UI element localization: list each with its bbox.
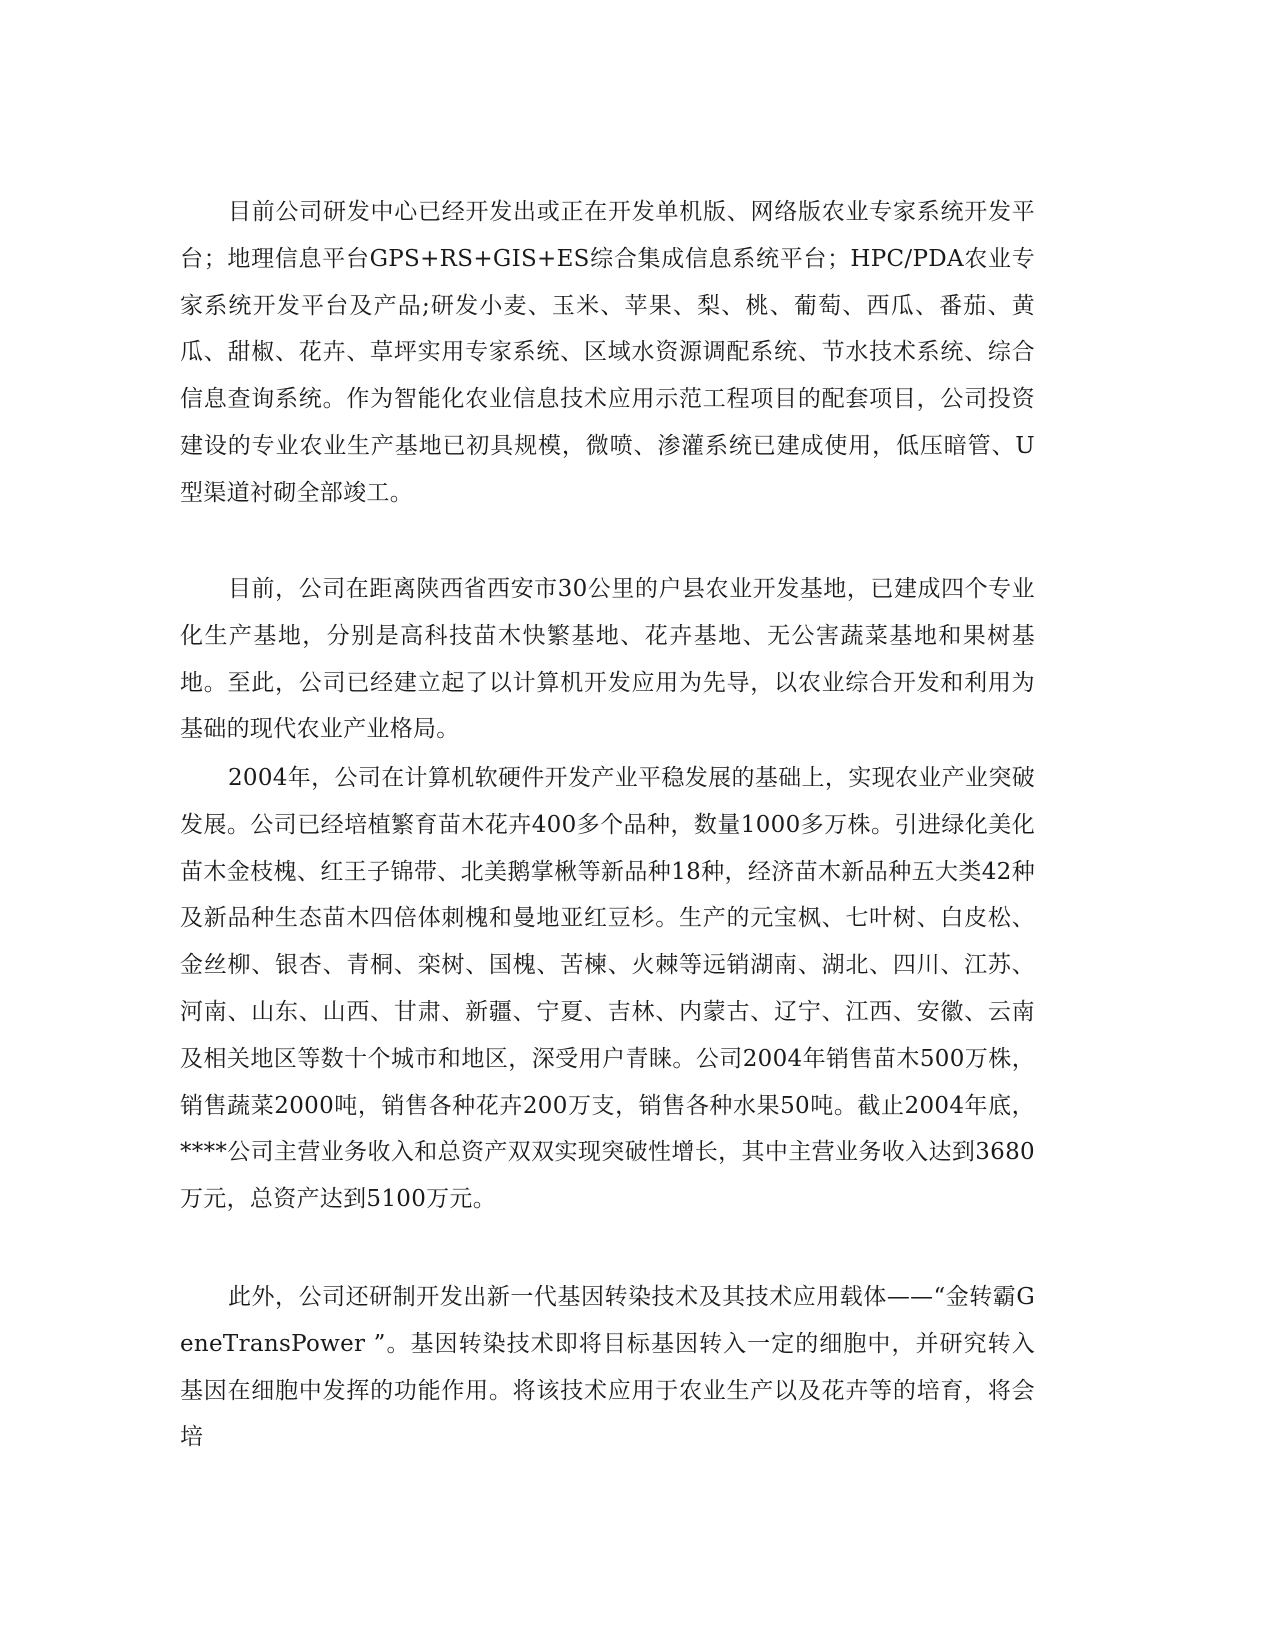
paragraph-production-bases: 目前，公司在距离陕西省西安市30公里的户县农业开发基地，已建成四个专业化生产基地，分别是高科技苗木快繁基地、花卉基地、无公害蔬菜基地和果树基地。至此，公司已经建立起了以计算机开发应用为先导，以农业综合开发和利用为基础的现代农业产业格局。 [180, 576, 1035, 743]
paragraph-gene-transfection: 此外，公司还研制开发出新一代基因转染技术及其技术应用载体——“金转霸GeneTransPower ”。基因转染技术即将目标基因转入一定的细胞中，并研究转入基因在细胞中发挥的功能作用。将该技术应用于农业生产以及花卉等的培育，将会培 [180, 1284, 1035, 1451]
paragraph-2004-development: 2004年，公司在计算机软硬件开发产业平稳发展的基础上，实现农业产业突破发展。公司已经培植繁育苗木花卉400多个品种，数量1000多万株。引进绿化美化苗木金枝槐、红王子锦带、北美鹅掌楸等新品种18种，经济苗木新品种五大类42种及新品种生态苗木四倍体刺槐和曼地亚红豆杉。生产的元宝枫、七叶树、白皮松、金丝柳、银杏、青桐、栾树、国槐、苦楝、火棘等远销湖南、湖北、四川、江苏、河南、山东、山西、甘肃、新疆、宁夏、吉林、内蒙古、辽宁、江西、安徽、云南及相关地区等数十个城市和地区，深受用户青睐。公司2004年销售苗木500万株，销售蔬菜2000吨，销售各种花卉200万支，销售各种水果50吨。截止2004年底，****公司主营业务收入和总资产双双实现突破性增长，其中主营业务收入达到3680万元，总资产达到5100万元。 [180, 765, 1035, 1213]
paragraph-rd-center: 目前公司研发中心已经开发出或正在开发单机版、网络版农业专家系统开发平台；地理信息平台GPS+RS+GIS+ES综合集成信息系统平台；HPC/PDA农业专家系统开发平台及产品;研发小麦、玉米、苹果、梨、桃、葡萄、西瓜、番茄、黄瓜、甜椒、花卉、草坪实用专家系统、区域水资源调配系统、节水技术系统、综合信息查询系统。作为智能化农业信息技术应用示范工程项目的配套项目，公司投资建设的专业农业生产基地已初具规模，微喷、渗灌系统已建成使用，低压暗管、U型渠道衬砌全部竣工。 [180, 199, 1035, 506]
